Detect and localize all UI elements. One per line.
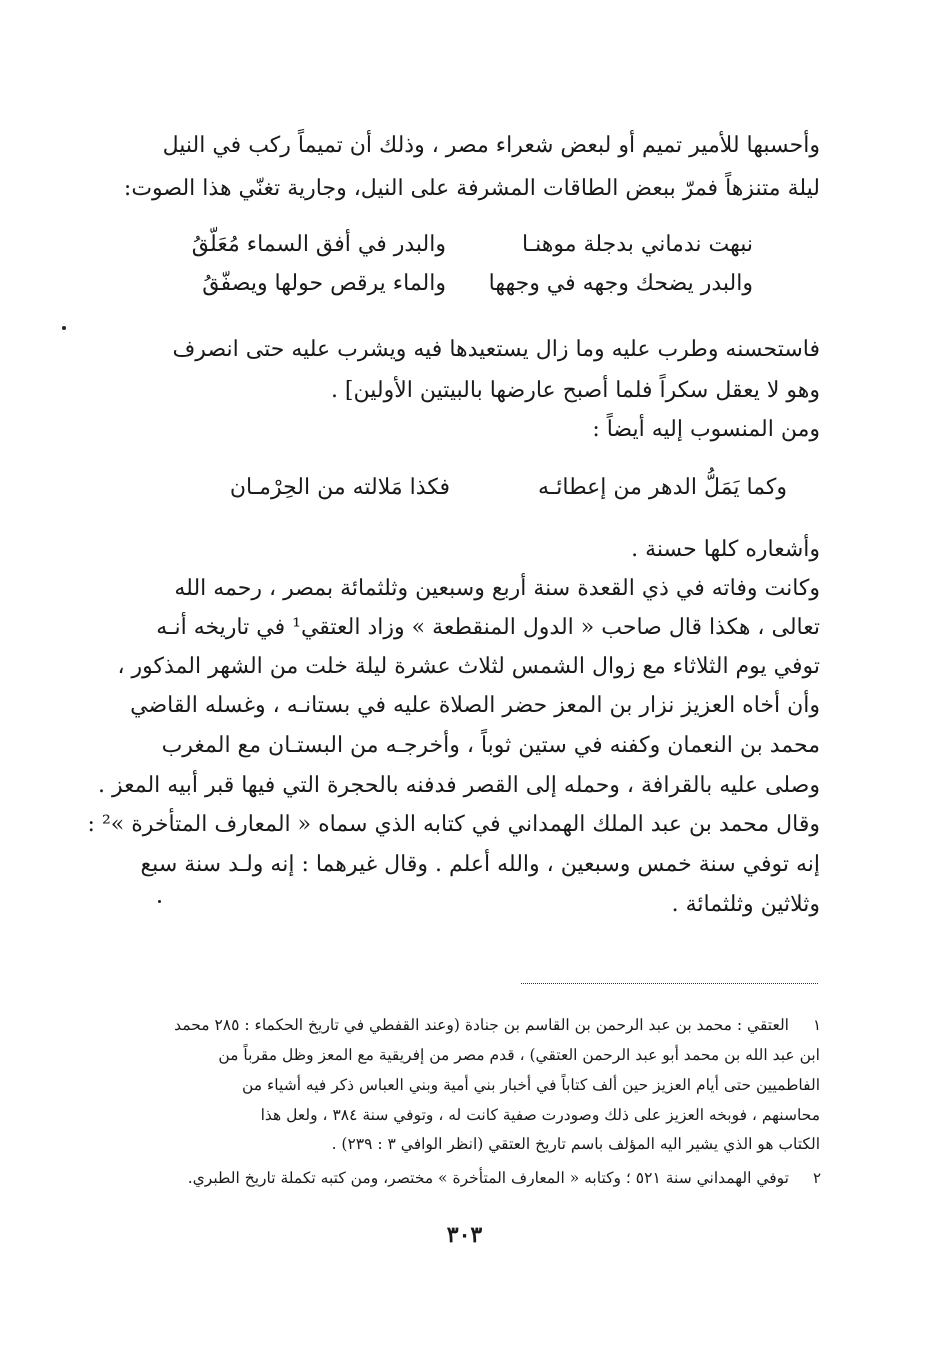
body-line: محمد بن النعمان وكفنه في ستين ثوباً ، وأخرجـه من البستـان مع المغرب bbox=[161, 733, 820, 758]
poem-verse bbox=[202, 265, 753, 303]
footnote-line: الكتاب هو الذي يشير اليه المؤلف باسم تاريخ العتقي (انظر الوافي ٣ : ٢٣٩) . bbox=[331, 1135, 820, 1153]
body-line: ليلة متنزهاً فمرّ ببعض الطاقات المشرفة على النيل، وجارية تغنّي هذا الصوت: bbox=[123, 176, 820, 201]
poem-verse bbox=[230, 469, 787, 507]
margin-mark bbox=[62, 326, 66, 330]
body-line: وثلاثين وثلثمائة . bbox=[671, 892, 820, 917]
footnote-line: محاسنهم ، فوبخه العزيز على ذلك وصودرت صفية كانت له ، وتوفي سنة ٣٨٤ ، ولعل هذا bbox=[260, 1106, 820, 1124]
body-line: تعالى ، هكذا قال صاحب « الدول المنقطعة » وزاد العتقي¹ في تاريخه أنـه bbox=[156, 615, 820, 640]
page-number: ٣٠٣ bbox=[446, 1222, 483, 1248]
poem-verse bbox=[192, 226, 753, 264]
verse-second-hemistich: والبدر في أفق السماء مُعَلّقُ bbox=[191, 232, 446, 257]
body-line: توفي يوم الثلاثاء مع زوال الشمس لثلاث عشرة ليلة خلت من الشهر المذكور ، bbox=[117, 654, 820, 679]
footnote-line: الفاطميين حتى أيام العزيز حين ألف كتاباً في أخبار بني أمية وبني العباس ذكر فيه أشياء من bbox=[241, 1076, 820, 1094]
verse-second-hemistich: والماء يرقص حولها ويصفّقُ bbox=[202, 271, 446, 296]
body-line: وأشعاره كلها حسنة . bbox=[631, 537, 820, 562]
footnote-line: العتقي : محمد بن عبد الرحمن بن القاسم بن جنادة (وعند القفطي في تاريخ الحكماء : ٢٨٥ محمد bbox=[174, 1016, 789, 1034]
footnote-divider bbox=[521, 983, 818, 984]
body-line: وأحسبها للأمير تميم أو لبعض شعراء مصر ، وذلك أن تميماً ركب في النيل bbox=[162, 133, 820, 158]
verse-first-hemistich: وكما يَمَلُّ الدهر من إعطائـه bbox=[538, 475, 787, 500]
verse-first-hemistich: والبدر يضحك وجهه في وجهها bbox=[488, 271, 753, 296]
verse-second-hemistich: فكذا مَلالته من الحِرْمـان bbox=[229, 475, 450, 500]
body-line: وصلى عليه بالقرافة ، وحمله إلى القصر فدفنه بالحجرة التي فيها قبر أبيه المعز . bbox=[98, 773, 820, 798]
body-line: وهو لا يعقل سكراً فلما أصبح عارضها بالبيتين الأولين] . bbox=[330, 378, 820, 403]
body-line: إنه توفي سنة خمس وسبعين ، والله أعلم . وقال غيرهما : إنه ولـد سنة سبع bbox=[140, 852, 820, 877]
body-line: وأن أخاه العزيز نزار بن المعز حضر الصلاة عليه في بستانـه ، وغسله القاضي bbox=[130, 693, 820, 718]
footnote-line: توفي الهمداني سنة ٥٢١ ؛ وكتابه « المعارف المتأخرة » مختصر، ومن كتبه تكملة تاريخ الطبري. bbox=[187, 1169, 789, 1187]
footnote-number: ٢ bbox=[812, 1169, 821, 1187]
body-line: ومن المنسوب إليه أيضاً : bbox=[592, 417, 820, 442]
verse-first-hemistich: نبهت ندماني بدجلة موهنـا bbox=[522, 232, 753, 257]
body-line: وكانت وفاته في ذي القعدة سنة أربع وسبعين وثلثمائة بمصر ، رحمه الله bbox=[174, 576, 820, 601]
body-line: فاستحسنه وطرب عليه وما زال يستعيدها فيه ويشرب عليه حتى انصرف bbox=[172, 337, 820, 362]
footnote-number: ١ bbox=[812, 1016, 821, 1034]
footnote-line: ابن عبد الله بن محمد أبو عبد الرحمن العتقي) ، قدم مصر من إفريقية مع المعز وظل مقرباً من bbox=[218, 1046, 820, 1064]
ink-speck bbox=[158, 900, 161, 903]
body-line: وقال محمد بن عبد الملك الهمداني في كتابه الذي سماه « المعارف المتأخرة »² : bbox=[87, 812, 820, 837]
